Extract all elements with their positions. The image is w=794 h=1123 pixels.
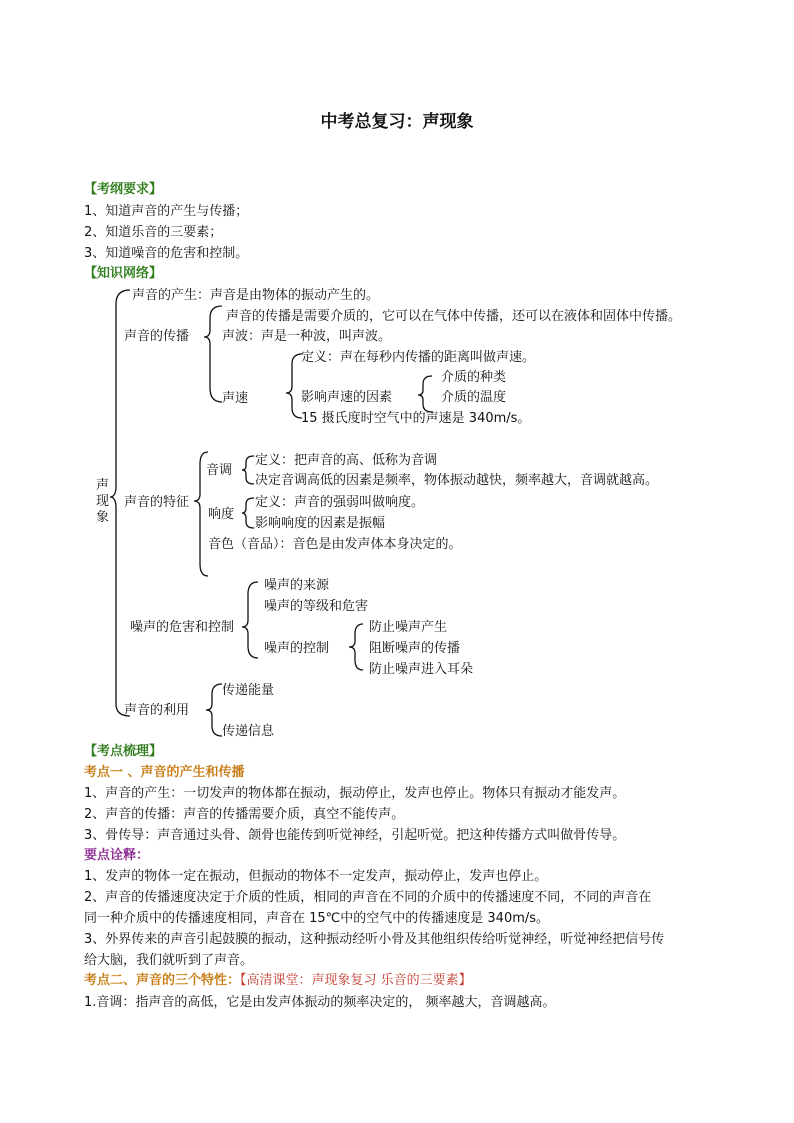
- page-title: 中考总复习：声现象: [320, 112, 474, 132]
- tree-root-label: 声现象: [96, 478, 110, 525]
- tree-pitch-factor: 决定音调高低的因素是频率，物体振动越快，频率越大，音调就越高。: [255, 473, 659, 488]
- speed-factor-brace: [418, 376, 432, 412]
- notes-item-2: 2、声音的传播速度决定于介质的性质，相同的声音在不同的介质中的传播速度不同，不同的声音在: [84, 890, 652, 905]
- loudness-brace: [242, 498, 254, 528]
- tree-speed-label: 声速: [222, 391, 249, 406]
- tree-use-label: 声音的利用: [124, 703, 190, 718]
- section-points: 【考点梳理】: [84, 744, 163, 759]
- tree-timbre: 音色（音品）：音色是由发声体本身决定的。: [208, 537, 462, 552]
- tree-speed-factor-2: 介质的温度: [441, 390, 507, 405]
- speed-brace: [286, 354, 302, 418]
- point1-item-3: 3、骨传导：声音通过头骨、颌骨也能传到听觉神经，引起听觉。把这种传播方式叫做骨传导。: [84, 828, 626, 843]
- tree-speed-value: 15 摄氏度时空气中的声速是 340m/s。: [301, 411, 531, 426]
- tree-production: 声音的产生：声音是由物体的振动产生的。: [132, 288, 380, 303]
- point1-item-1: 1、声音的产生：一切发声的物体都在振动，振动停止，发声也停止。物体只有振动才能发声。: [84, 786, 626, 801]
- point2-line: [84, 973, 472, 989]
- tree-loudness-factor: 影响响度的因素是振幅: [255, 516, 386, 531]
- point2-item-1: 1.音调：指声音的高低，它是由发声体振动的频率决定的， 频率越大，音调越高。: [84, 995, 556, 1010]
- point1-item-2: 2、声音的传播：声音的传播需要介质，真空不能传声。: [84, 807, 405, 822]
- tree-noise-label: 噪声的危害和控制: [130, 620, 235, 635]
- noise-brace: [242, 582, 258, 658]
- requirement-3: 3、知道噪音的危害和控制。: [84, 246, 249, 261]
- tree-speed-factors: 影响声速的因素: [301, 390, 393, 405]
- notes-item-3-cont: 给大脑，我们就听到了声音。: [84, 953, 254, 968]
- tree-propagation-label: 声音的传播: [124, 329, 190, 344]
- tree-loudness-definition: 定义：声音的强弱叫做响度。: [255, 495, 425, 510]
- point2-link[interactable]: 【高清课堂：声现象复习 乐音的三要素】: [240, 973, 472, 988]
- tree-noise-control-2: 阻断噪声的传播: [369, 641, 461, 656]
- tree-loudness-label: 响度: [208, 507, 235, 522]
- tree-noise-control-3: 防止噪声进入耳朵: [369, 662, 474, 677]
- tree-pitch-definition: 定义：把声音的高、低称为音调: [255, 453, 438, 468]
- point2-heading: 考点二、声音的三个特性：: [84, 973, 241, 988]
- tree-propagation-wave: 声波：声是一种波，叫声波。: [222, 329, 392, 344]
- section-requirements: 【考纲要求】: [84, 182, 163, 197]
- tree-characteristics-label: 声音的特征: [124, 495, 190, 510]
- requirement-1: 1、知道声音的产生与传播；: [84, 204, 249, 219]
- section-network: 【知识网络】: [84, 266, 163, 281]
- notes-heading: 要点诠释：: [84, 848, 150, 863]
- tree-use-info: 传递信息: [222, 724, 275, 739]
- tree-noise-levels: 噪声的等级和危害: [264, 599, 369, 614]
- notes-item-1: 1、发声的物体一定在振动，但振动的物体不一定发声，振动停止，发声也停止。: [84, 869, 548, 884]
- tree-speed-factor-1: 介质的种类: [441, 370, 507, 385]
- propagation-brace: [204, 306, 222, 402]
- notes-item-3: 3、外界传来的声音引起鼓膜的振动，这种振动经听小骨及其他组织传给听觉神经，听觉神经把信号传: [84, 932, 665, 947]
- tree-propagation-medium: 声音的传播是需要介质的，它可以在气体中传播，还可以在液体和固体中传播。: [226, 309, 682, 324]
- use-brace: [206, 684, 222, 736]
- notes-item-2-cont: 同一种介质中的传播速度相同，声音在 15℃中的空气中的传播速度是 340m/s。: [84, 911, 550, 926]
- tree-use-energy: 传递能量: [222, 683, 275, 698]
- tree-pitch-label: 音调: [206, 463, 233, 478]
- tree-noise-source: 噪声的来源: [264, 578, 330, 593]
- noise-control-brace: [349, 624, 363, 670]
- tree-noise-control: 噪声的控制: [264, 641, 330, 656]
- requirement-2: 2、知道乐音的三要素；: [84, 225, 223, 240]
- tree-speed-definition: 定义：声在每秒内传播的距离叫做声速。: [301, 350, 536, 365]
- tree-noise-control-1: 防止噪声产生: [369, 620, 448, 635]
- point1-heading: 考点一 、声音的产生和传播: [84, 765, 245, 780]
- pitch-brace: [242, 456, 254, 484]
